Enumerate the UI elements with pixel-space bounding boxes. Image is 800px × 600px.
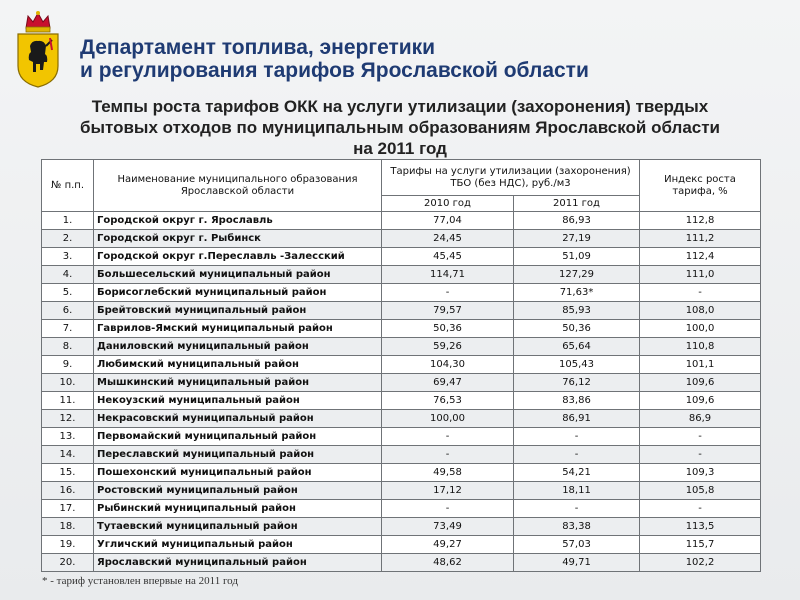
- row-number: 8.: [42, 338, 94, 356]
- tariff-2010: 79,57: [382, 302, 514, 320]
- growth-index: 86,9: [640, 410, 761, 428]
- tariff-2010: 59,26: [382, 338, 514, 356]
- table-row: [42, 266, 761, 284]
- growth-index: 108,0: [640, 302, 761, 320]
- table-row: [42, 284, 761, 302]
- row-number: 15.: [42, 464, 94, 482]
- tariff-2010: -: [382, 446, 514, 464]
- municipality-name: Любимский муниципальный район: [94, 356, 382, 374]
- tariff-table: [41, 159, 761, 572]
- tariff-2011: 85,93: [514, 302, 640, 320]
- tariff-2011: 105,43: [514, 356, 640, 374]
- row-number: 14.: [42, 446, 94, 464]
- row-number: 5.: [42, 284, 94, 302]
- tariff-2011: 27,19: [514, 230, 640, 248]
- header-num: № п.п.: [42, 160, 94, 212]
- municipality-name: Городской округ г. Рыбинск: [94, 230, 382, 248]
- tariff-2011: 49,71: [514, 554, 640, 572]
- municipality-name: Гаврилов-Ямский муниципальный район: [94, 320, 382, 338]
- municipality-name: Рыбинский муниципальный район: [94, 500, 382, 518]
- table-row: [42, 302, 761, 320]
- yaroslavl-coat-of-arms-icon: [14, 10, 62, 88]
- row-number: 2.: [42, 230, 94, 248]
- tariff-2010: -: [382, 284, 514, 302]
- row-number: 17.: [42, 500, 94, 518]
- municipality-name: Борисоглебский муниципальный район: [94, 284, 382, 302]
- tariff-2011: 65,64: [514, 338, 640, 356]
- table-row: [42, 428, 761, 446]
- municipality-name: Городской округ г. Ярославль: [94, 212, 382, 230]
- tariff-2010: 69,47: [382, 374, 514, 392]
- municipality-name: Некоузский муниципальный район: [94, 392, 382, 410]
- tariff-2010: 50,36: [382, 320, 514, 338]
- tariff-2010: 77,04: [382, 212, 514, 230]
- tariff-2010: 45,45: [382, 248, 514, 266]
- tariff-2011: 54,21: [514, 464, 640, 482]
- tariff-2010: 100,00: [382, 410, 514, 428]
- growth-index: 105,8: [640, 482, 761, 500]
- tariff-2011: 57,03: [514, 536, 640, 554]
- row-number: 6.: [42, 302, 94, 320]
- municipality-name: Ростовский муниципальный район: [94, 482, 382, 500]
- department-title: [80, 36, 589, 82]
- title-line-2: бытовых отходов по муниципальным образованиям Ярославской области: [79, 118, 721, 137]
- tariff-2011: 127,29: [514, 266, 640, 284]
- row-number: 12.: [42, 410, 94, 428]
- row-number: 16.: [42, 482, 94, 500]
- growth-index: 112,4: [640, 248, 761, 266]
- table-row: [42, 554, 761, 572]
- row-number: 18.: [42, 518, 94, 536]
- header-2010: 2010 год: [382, 196, 514, 212]
- tariff-2011: 51,09: [514, 248, 640, 266]
- municipality-name: Тутаевский муниципальный район: [94, 518, 382, 536]
- tariff-2011: 18,11: [514, 482, 640, 500]
- municipality-name: Угличский муниципальный район: [94, 536, 382, 554]
- growth-index: -: [640, 500, 761, 518]
- table-row: [42, 338, 761, 356]
- municipality-name: Брейтовский муниципальный район: [94, 302, 382, 320]
- growth-index: 111,0: [640, 266, 761, 284]
- growth-index: 109,6: [640, 392, 761, 410]
- row-number: 20.: [42, 554, 94, 572]
- tariff-2011: 76,12: [514, 374, 640, 392]
- tariff-2010: 114,71: [382, 266, 514, 284]
- row-number: 13.: [42, 428, 94, 446]
- tariff-2010: 48,62: [382, 554, 514, 572]
- table-row: [42, 500, 761, 518]
- page-title: [0, 96, 800, 159]
- table-row: [42, 212, 761, 230]
- title-line-3: на 2011 год: [353, 139, 447, 158]
- tariff-2010: 76,53: [382, 392, 514, 410]
- row-number: 7.: [42, 320, 94, 338]
- table-row: [42, 374, 761, 392]
- table-row: [42, 464, 761, 482]
- table-row: [42, 518, 761, 536]
- tariff-2011: -: [514, 428, 640, 446]
- table-row: [42, 320, 761, 338]
- tariff-2010: -: [382, 500, 514, 518]
- table-row: [42, 248, 761, 266]
- tariff-2010: -: [382, 428, 514, 446]
- header-2011: 2011 год: [514, 196, 640, 212]
- tariff-2010: 49,58: [382, 464, 514, 482]
- municipality-name: Ярославский муниципальный район: [94, 554, 382, 572]
- header-index: Индекс роста тарифа, %: [640, 160, 761, 212]
- header-tariffs: Тарифы на услуги утилизации (захоронения) ТБО (без НДС), руб./м3: [382, 160, 640, 196]
- tariff-2011: 50,36: [514, 320, 640, 338]
- municipality-name: Пошехонский муниципальный район: [94, 464, 382, 482]
- municipality-name: Большесельский муниципальный район: [94, 266, 382, 284]
- row-number: 3.: [42, 248, 94, 266]
- growth-index: -: [640, 284, 761, 302]
- tariff-2010: 73,49: [382, 518, 514, 536]
- tariff-2011: 83,38: [514, 518, 640, 536]
- growth-index: 109,3: [640, 464, 761, 482]
- growth-index: 100,0: [640, 320, 761, 338]
- tariff-2011: 83,86: [514, 392, 640, 410]
- growth-index: 102,2: [640, 554, 761, 572]
- table-body: [42, 212, 761, 572]
- table-row: [42, 446, 761, 464]
- municipality-name: Первомайский муниципальный район: [94, 428, 382, 446]
- growth-index: -: [640, 428, 761, 446]
- growth-index: 101,1: [640, 356, 761, 374]
- title-line-1: Темпы роста тарифов ОКК на услуги утилизации (захоронения) твердых: [91, 97, 709, 116]
- table-row: [42, 230, 761, 248]
- row-number: 1.: [42, 212, 94, 230]
- tariff-2010: 17,12: [382, 482, 514, 500]
- tariff-2010: 24,45: [382, 230, 514, 248]
- municipality-name: Переславский муниципальный район: [94, 446, 382, 464]
- header-name: Наименование муниципального образования Ярославской области: [94, 160, 382, 212]
- tariff-2011: 71,63*: [514, 284, 640, 302]
- table-row: [42, 482, 761, 500]
- tariff-2011: 86,91: [514, 410, 640, 428]
- row-number: 11.: [42, 392, 94, 410]
- row-number: 19.: [42, 536, 94, 554]
- table-row: [42, 356, 761, 374]
- tariff-table-container: [41, 159, 760, 572]
- growth-index: 113,5: [640, 518, 761, 536]
- row-number: 10.: [42, 374, 94, 392]
- tariff-2010: 104,30: [382, 356, 514, 374]
- department-line-1: Департамент топлива, энергетики: [80, 36, 436, 59]
- table-row: [42, 536, 761, 554]
- table-row: [42, 410, 761, 428]
- tariff-2011: -: [514, 500, 640, 518]
- row-number: 9.: [42, 356, 94, 374]
- municipality-name: Даниловский муниципальный район: [94, 338, 382, 356]
- table-row: [42, 392, 761, 410]
- tariff-2011: 86,93: [514, 212, 640, 230]
- growth-index: 112,8: [640, 212, 761, 230]
- municipality-name: Некрасовский муниципальный район: [94, 410, 382, 428]
- growth-index: 115,7: [640, 536, 761, 554]
- footnote: * - тариф установлен впервые на 2011 год: [42, 575, 238, 587]
- row-number: 4.: [42, 266, 94, 284]
- municipality-name: Мышкинский муниципальный район: [94, 374, 382, 392]
- municipality-name: Городской округ г.Переславль -Залесский: [94, 248, 382, 266]
- department-line-2: и регулирования тарифов Ярославской области: [80, 59, 589, 82]
- tariff-2011: -: [514, 446, 640, 464]
- growth-index: 110,8: [640, 338, 761, 356]
- growth-index: 109,6: [640, 374, 761, 392]
- growth-index: -: [640, 446, 761, 464]
- growth-index: 111,2: [640, 230, 761, 248]
- tariff-2010: 49,27: [382, 536, 514, 554]
